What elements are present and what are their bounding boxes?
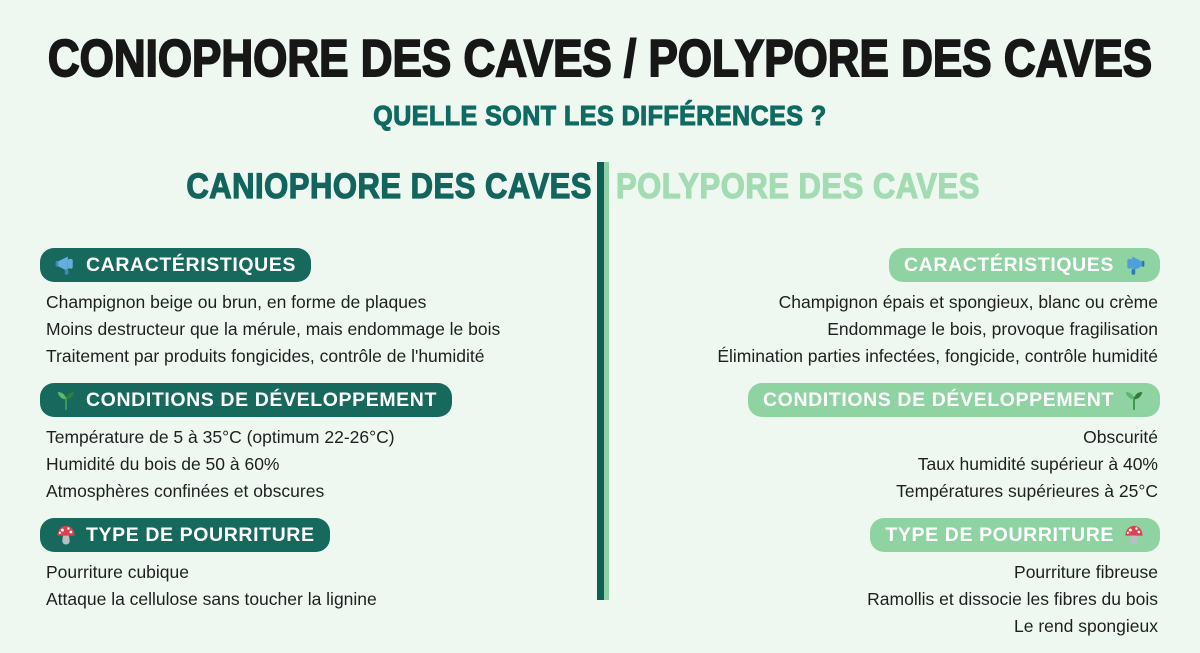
page-subtitle: QUELLE SONT LES DIFFÉRENCES ? (373, 100, 827, 132)
mushroom-icon (1123, 524, 1145, 546)
badge-label: CONDITIONS DE DÉVELOPPEMENT (763, 389, 1114, 411)
section-caracteristiques-right (616, 248, 1160, 370)
column-divider (597, 162, 609, 600)
text-line: Attaque la cellulose sans toucher la lignine (46, 589, 377, 609)
section-pourriture-left (40, 518, 592, 613)
text-line: Taux humidité supérieur à 40% (917, 454, 1158, 474)
text-line: Endommage le bois, provoque fragilisation (827, 319, 1158, 339)
section-lines (40, 424, 592, 505)
badge-label: CONDITIONS DE DÉVELOPPEMENT (86, 389, 437, 411)
text-line: Températures supérieures à 25°C (896, 481, 1158, 501)
text-line: Pourriture fibreuse (1014, 562, 1158, 582)
megaphone-icon (55, 254, 77, 276)
column-polypore (616, 166, 1160, 653)
conditions-badge (40, 383, 452, 417)
divider-light-line (604, 162, 609, 600)
seedling-icon (55, 389, 77, 411)
caracteristiques-badge (889, 248, 1160, 282)
conditions-badge (748, 383, 1160, 417)
section-pourriture-right (616, 518, 1160, 640)
seedling-icon (1123, 389, 1145, 411)
badge-label: CARACTÉRISTIQUES (86, 254, 297, 276)
section-lines (616, 289, 1160, 370)
column-polypore-title: POLYPORE DES CAVES (616, 166, 980, 207)
page-title: CONIOPHORE DES CAVES / POLYPORE DES CAVES (47, 30, 1153, 88)
megaphone-icon (1123, 254, 1145, 276)
pill-row (40, 518, 592, 552)
section-lines (40, 559, 592, 613)
divider-dark-line (597, 162, 604, 600)
pill-row (616, 248, 1160, 282)
text-line: Le rend spongieux (1014, 616, 1158, 636)
text-line: Atmosphères confinées et obscures (46, 481, 325, 501)
section-lines (40, 289, 592, 370)
hero-header (0, 30, 1200, 131)
column-coniophore-title: CANIOPHORE DES CAVES (186, 166, 592, 207)
text-line: Obscurité (1083, 427, 1158, 447)
caracteristiques-badge (40, 248, 311, 282)
section-caracteristiques-left (40, 248, 592, 370)
pourriture-badge (870, 518, 1160, 552)
pourriture-badge (40, 518, 330, 552)
text-line: Moins destructeur que la mérule, mais endommage le bois (46, 319, 501, 339)
badge-label: CARACTÉRISTIQUES (903, 254, 1114, 276)
badge-label: TYPE DE POURRITURE (885, 524, 1114, 546)
column-coniophore (40, 166, 592, 626)
pill-row (616, 383, 1160, 417)
text-line: Champignon épais et spongieux, blanc ou crème (778, 292, 1158, 312)
text-line: Élimination parties infectées, fongicide, contrôle humidité (717, 346, 1158, 366)
section-lines (616, 424, 1160, 505)
mushroom-icon (55, 524, 77, 546)
pill-row (40, 383, 592, 417)
section-conditions-right (616, 383, 1160, 505)
text-line: Humidité du bois de 50 à 60% (46, 454, 280, 474)
text-line: Ramollis et dissocie les fibres du bois (867, 589, 1158, 609)
pill-row (616, 518, 1160, 552)
text-line: Température de 5 à 35°C (optimum 22-26°C) (46, 427, 395, 447)
pill-row (40, 248, 592, 282)
section-conditions-left (40, 383, 592, 505)
badge-label: TYPE DE POURRITURE (86, 524, 315, 546)
text-line: Champignon beige ou brun, en forme de plaques (46, 292, 427, 312)
text-line: Pourriture cubique (46, 562, 189, 582)
text-line: Traitement par produits fongicides, contrôle de l'humidité (46, 346, 485, 366)
